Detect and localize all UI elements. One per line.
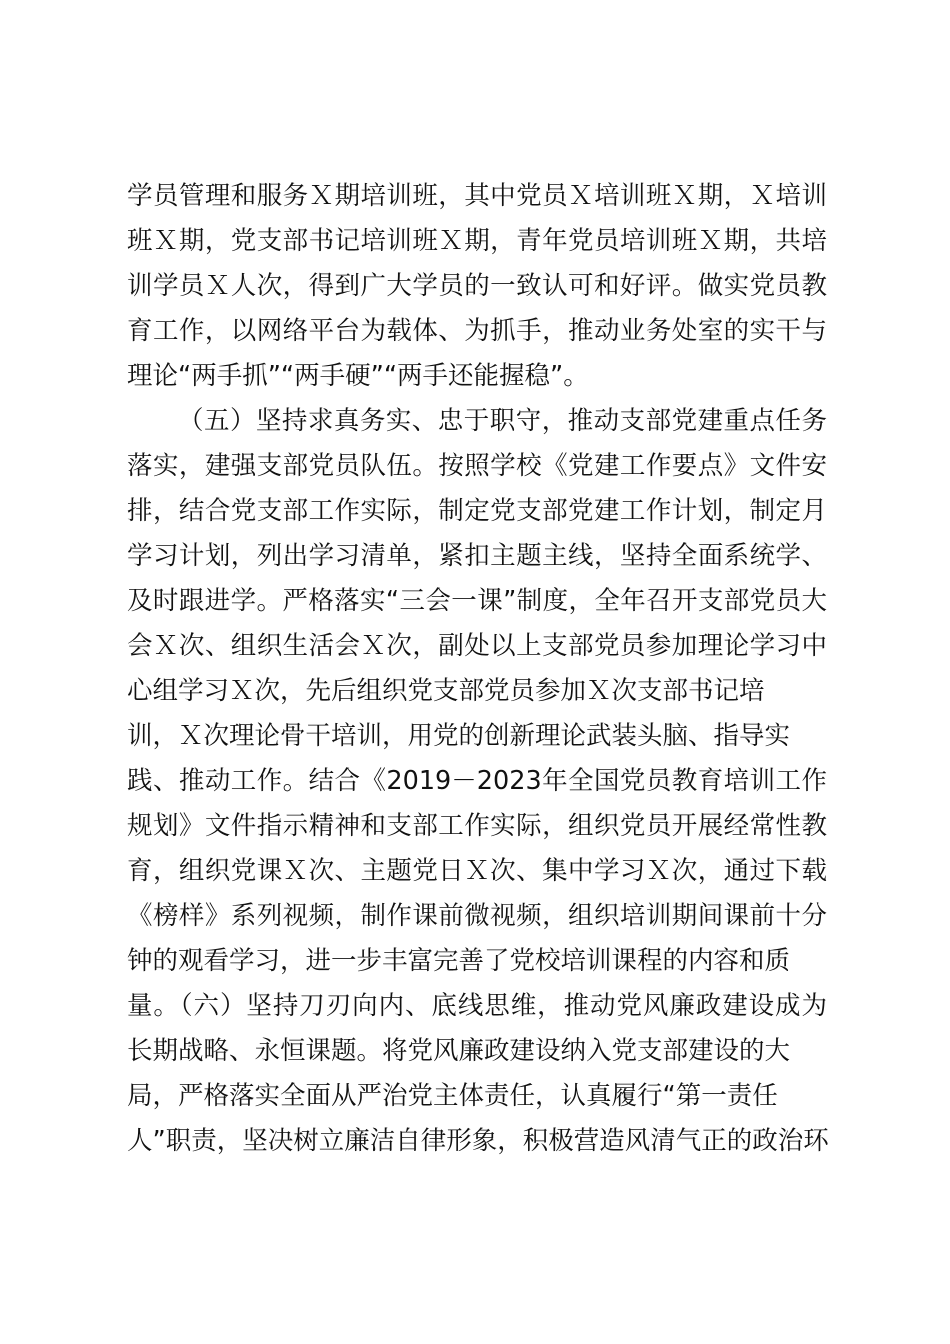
text-line: 育，组织党课Ｘ次、主题党日Ｘ次、集中学习Ｘ次，通过下载 — [127, 856, 827, 886]
text-line: 学员管理和服务Ｘ期培训班，其中党员Ｘ培训班Ｘ期，Ｘ培训 — [127, 181, 827, 211]
text-line: 量。（六）坚持刀刃向内、底线思维，推动党风廉政建设成为 — [127, 991, 827, 1021]
body-text — [127, 174, 827, 1164]
text-line: 人”职责，坚决树立廉洁自律形象，积极营造风清气正的政治环 — [127, 1126, 829, 1156]
text-line: 训，Ｘ次理论骨干培训，用党的创新理论武装头脑、指导实 — [127, 721, 791, 751]
text-line: 及时跟进学。严格落实“三会一课”制度，全年召开支部党员大 — [127, 586, 827, 616]
text-line: 《榜样》系列视频，制作课前微视频，组织培训期间课前十分 — [127, 901, 827, 931]
text-line: 长期战略、永恒课题。将党风廉政建设纳入党支部建设的大 — [127, 1036, 791, 1066]
text-line: 心组学习Ｘ次，先后组织党支部党员参加Ｘ次支部书记培 — [127, 676, 765, 706]
text-line: 钟的观看学习，进一步丰富完善了党校培训课程的内容和质 — [127, 946, 791, 976]
paragraph-1 — [127, 174, 827, 399]
paragraph-2 — [127, 399, 827, 1164]
text-line: 规划》文件指示精神和支部工作实际，组织党员开展经常性教 — [127, 811, 827, 841]
text-line: （五）坚持求真务实、忠于职守，推动支部党建重点任务 — [178, 406, 827, 436]
text-line: 局，严格落实全面从严治党主体责任，认真履行“第一责任 — [127, 1081, 778, 1111]
text-line: 育工作，以网络平台为载体、为抓手，推动业务处室的实干与 — [127, 316, 827, 346]
text-line: 班Ｘ期，党支部书记培训班Ｘ期，青年党员培训班Ｘ期，共培 — [127, 226, 827, 256]
text-line: 践、推动工作。结合《2019－2023年全国党员教育培训工作 — [127, 766, 827, 796]
text-line: 理论“两手抓”“两手硬”“两手还能握稳”。 — [127, 361, 589, 391]
text-line: 排，结合党支部工作实际，制定党支部党建工作计划，制定月 — [127, 496, 827, 526]
text-line: 会Ｘ次、组织生活会Ｘ次，副处以上支部党员参加理论学习中 — [127, 631, 827, 661]
text-line: 落实，建强支部党员队伍。按照学校《党建工作要点》文件安 — [127, 451, 827, 481]
text-line: 学习计划，列出学习清单，紧扣主题主线，坚持全面系统学、 — [127, 541, 827, 571]
text-line: 训学员Ｘ人次，得到广大学员的一致认可和好评。做实党员教 — [127, 271, 827, 301]
